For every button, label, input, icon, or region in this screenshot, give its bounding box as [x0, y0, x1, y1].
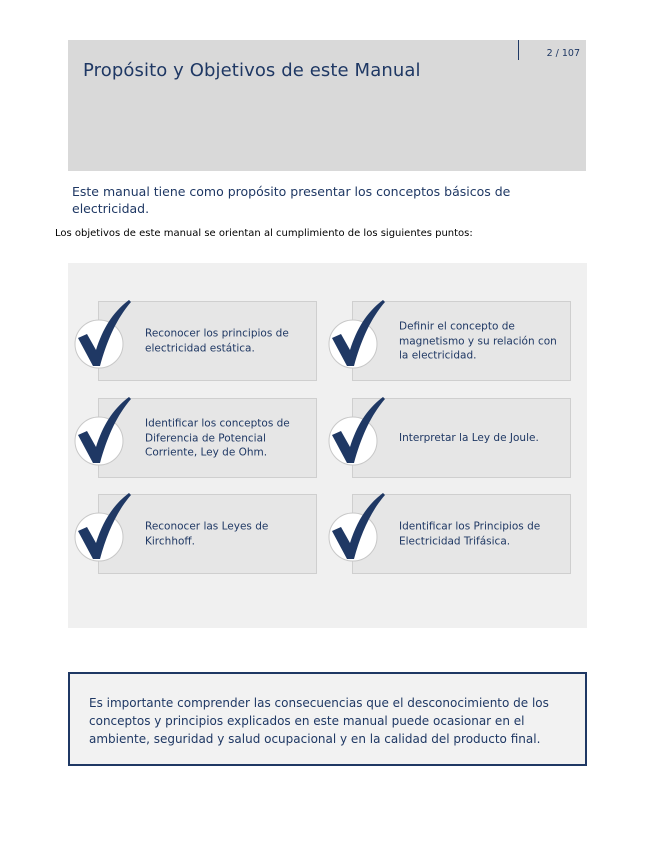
important-note-text: Es importante comprender las consecuencias que el desconocimiento de los conceptos y principios explicados en este manual puede ocasionar en el ambiente, seguridad y salud ocupacional y en la calidad del producto final. [89, 696, 549, 746]
intro-paragraph: Este manual tiene como propósito presentar los conceptos básicos de electricidad. [72, 184, 511, 216]
checkmark-circle-icon [327, 395, 387, 475]
checkmark-circle-icon [327, 491, 387, 571]
objective-text: Interpretar la Ley de Joule. [399, 431, 539, 444]
page-title: Propósito y Objetivos de este Manual [83, 60, 421, 81]
page-number: 2 / 107 [546, 48, 580, 59]
checkmark-circle-icon [327, 298, 387, 378]
objective-text: Identificar los conceptos de Diferencia de Potencial Corriente, Ley de Ohm. [145, 417, 290, 459]
checkmark-circle-icon [73, 395, 133, 475]
important-note-box [68, 672, 587, 766]
objective-text: Reconocer las Leyes de Kirchhoff. [145, 520, 269, 547]
page-header [68, 40, 586, 171]
objective-text: Identificar los Principios de Electricidad Trifásica. [399, 520, 541, 547]
objectives-lead-text: Los objetivos de este manual se orientan al cumplimiento de los siguientes puntos: [55, 228, 473, 239]
objective-text: Definir el concepto de magnetismo y su relación con la electricidad. [399, 320, 557, 362]
checkmark-circle-icon [73, 298, 133, 378]
objective-text: Reconocer los principios de electricidad estática. [145, 327, 289, 354]
page-number-divider [518, 40, 519, 60]
checkmark-circle-icon [73, 491, 133, 571]
